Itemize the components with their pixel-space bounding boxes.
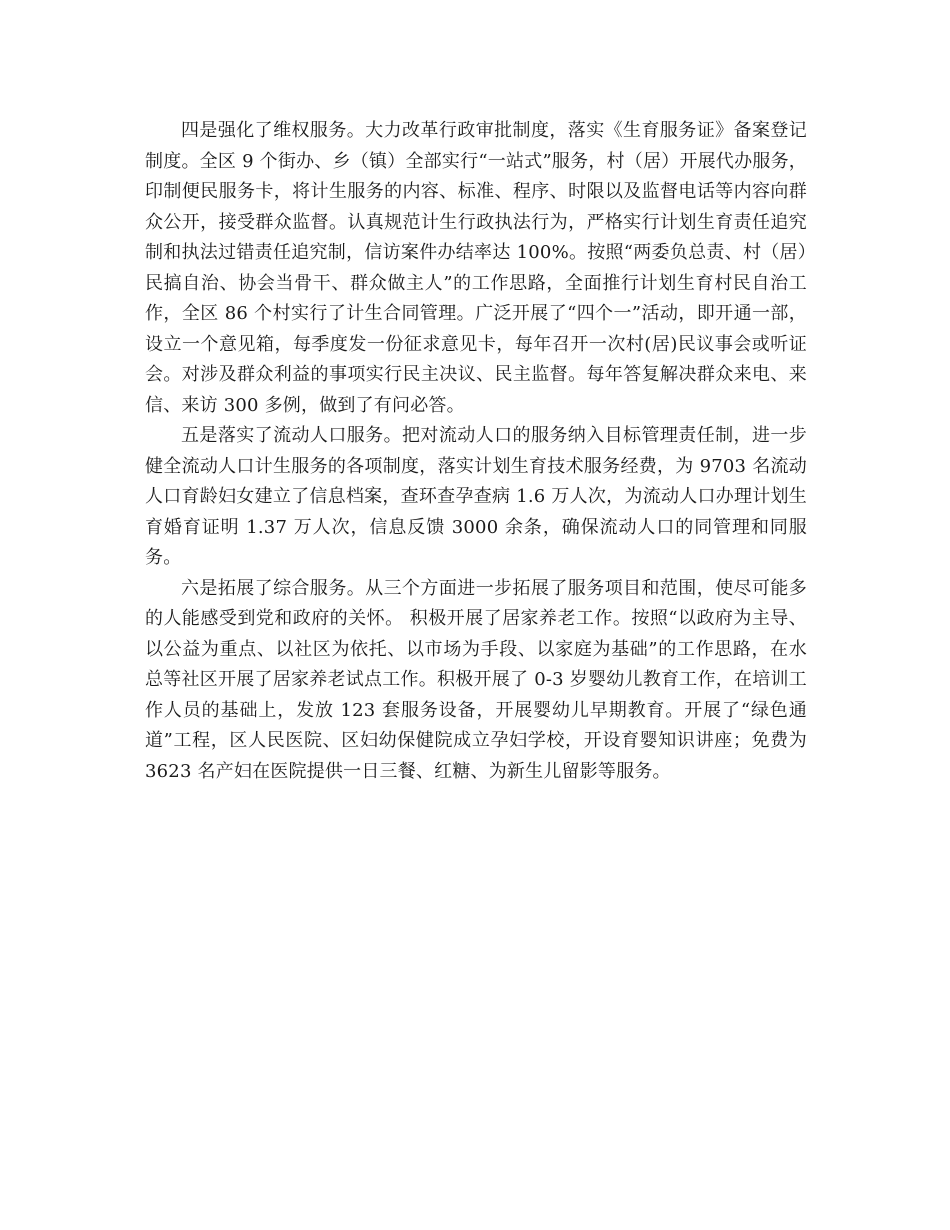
paragraph-rights-service: 四是强化了维权服务。大力改革行政审批制度，落实《生育服务证》备案登记制度。全区 9 个街办、乡（镇）全部实行“一站式”服务，村（居）开展代办服务，印制便民服务卡，将计生服务的内容、标准、程序、时限以及监督电话等内容向群众公开，接受群众监督。认真规范计生行政执法行为，严格实行计划生育责任追究制和执法过错责任追究制，信访案件办结率达 100%。按照“两委负总责、村（居）民搞自治、协会当骨干、群众做主人”的工作思路，全面推行计划生育村民自治工作，全区 86 个村实行了计生合同管理。广泛开展了“四个一”活动，即开通一部，设立一个意见箱，每季度发一份征求意见卡，每年召开一次村(居)民议事会或听证会。对涉及群众利益的事项实行民主决议、民主监督。每年答复解决群众来电、来信、来访 300 多例，做到了有问必答。 — [145, 120, 807, 416]
paragraph-floating-population: 五是落实了流动人口服务。把对流动人口的服务纳入目标管理责任制，进一步健全流动人口计生服务的各项制度，落实计划生育技术服务经费，为 9703 名流动人口育龄妇女建立了信息档案，查环查孕查病 1.6 万人次，为流动人口办理计划生育婚育证明 1.37 万人次，信息反馈 3000 余条，确保流动人口的同管理和同服务。 — [145, 425, 807, 568]
paragraph-comprehensive-service: 六是拓展了综合服务。从三个方面进一步拓展了服务项目和范围，使尽可能多的人能感受到党和政府的关怀。 积极开展了居家养老工作。按照“以政府为主导、以公益为重点、以社区为依托、以市场为手段、以家庭为基础”的工作思路，在水总等社区开展了居家养老试点工作。积极开展了 0-3 岁婴幼儿教育工作，在培训工作人员的基础上，发放 123 套服务设备，开展婴幼儿早期教育。开展了“绿色通道”工程，区人民医院、区妇幼保健院成立孕妇学校，开设育婴知识讲座；免费为 3623 名产妇在医院提供一日三餐、红糖、为新生儿留影等服务。 — [145, 577, 807, 782]
document-body — [145, 116, 807, 787]
